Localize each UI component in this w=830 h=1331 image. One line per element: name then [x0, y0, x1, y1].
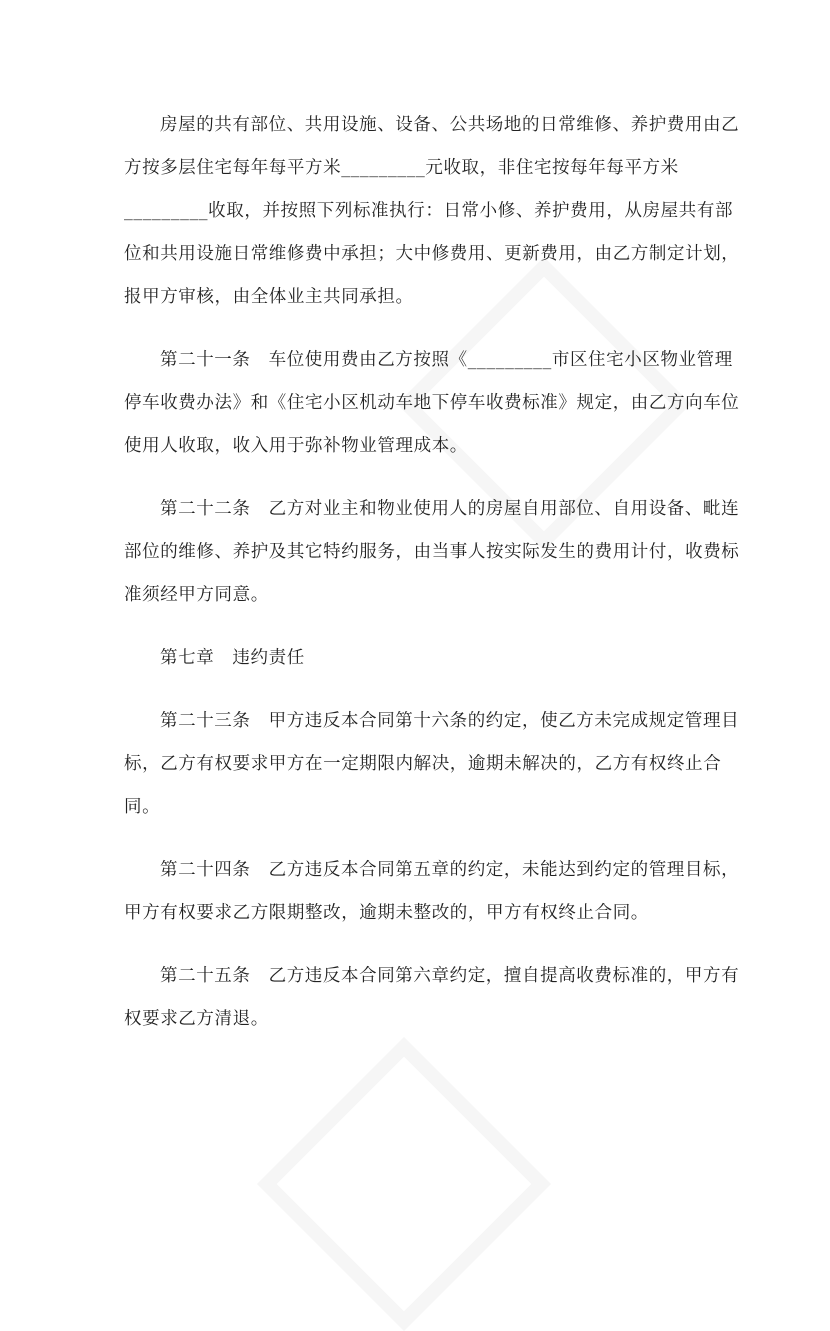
text-line: 停车收费办法》和《住宅小区机动车地下停车收费标准》规定，由乙方向车位 — [124, 393, 740, 413]
text-line: 使用人收取，收入用于弥补物业管理成本。 — [124, 436, 468, 456]
text-line: 甲方有权要求乙方限期整改，逾期未整改的，甲方有权终止合同。 — [124, 903, 649, 923]
text-line: 权要求乙方清退。 — [124, 1009, 269, 1029]
text-line: 方按多层住宅每年每平方米_________元收取，非住宅按每年每平方米 — [124, 158, 679, 178]
text-line: 第二十一条 车位使用费由乙方按照《_________市区住宅小区物业管理 — [160, 350, 733, 370]
text-line: 第二十五条 乙方违反本合同第六章约定，擅自提高收费标准的，甲方有 — [160, 966, 740, 986]
paragraph — [124, 637, 724, 680]
text-line: 部位的维修、养护及其它特约服务，由当事人按实际发生的费用计付，收费标 — [124, 542, 740, 562]
text-line: _________收取，并按照下列标准执行：日常小修、养护费用，从房屋共有部 — [124, 201, 734, 221]
paragraph — [124, 955, 740, 1041]
paragraph — [124, 104, 740, 319]
text-line: 第二十三条 甲方违反本合同第十六条的约定，使乙方未完成规定管理目 — [160, 711, 740, 731]
document-body — [124, 104, 740, 1061]
text-line: 报甲方审核，由全体业主共同承担。 — [124, 287, 414, 307]
text-line: 第二十二条 乙方对业主和物业使用人的房屋自用部位、自用设备、毗连 — [160, 499, 740, 519]
paragraph — [124, 488, 740, 617]
text-line: 位和共用设施日常维修费中承担；大中修费用、更新费用，由乙方制定计划， — [124, 244, 740, 264]
paragraph — [124, 700, 740, 829]
text-line: 标，乙方有权要求甲方在一定期限内解决，逾期未解决的，乙方有权终止合 — [124, 754, 722, 774]
paragraph — [124, 339, 740, 468]
text-line: 同。 — [124, 797, 161, 817]
text-line: 房屋的共有部位、共用设施、设备、公共场地的日常维修、养护费用由乙 — [160, 115, 740, 135]
text-line: 第二十四条 乙方违反本合同第五章的约定，未能达到约定的管理目标， — [160, 860, 740, 880]
paragraph — [124, 849, 740, 935]
text-line: 准须经甲方同意。 — [124, 585, 269, 605]
text-line: 第七章 违约责任 — [160, 648, 305, 668]
watermark-logo — [257, 1037, 551, 1331]
